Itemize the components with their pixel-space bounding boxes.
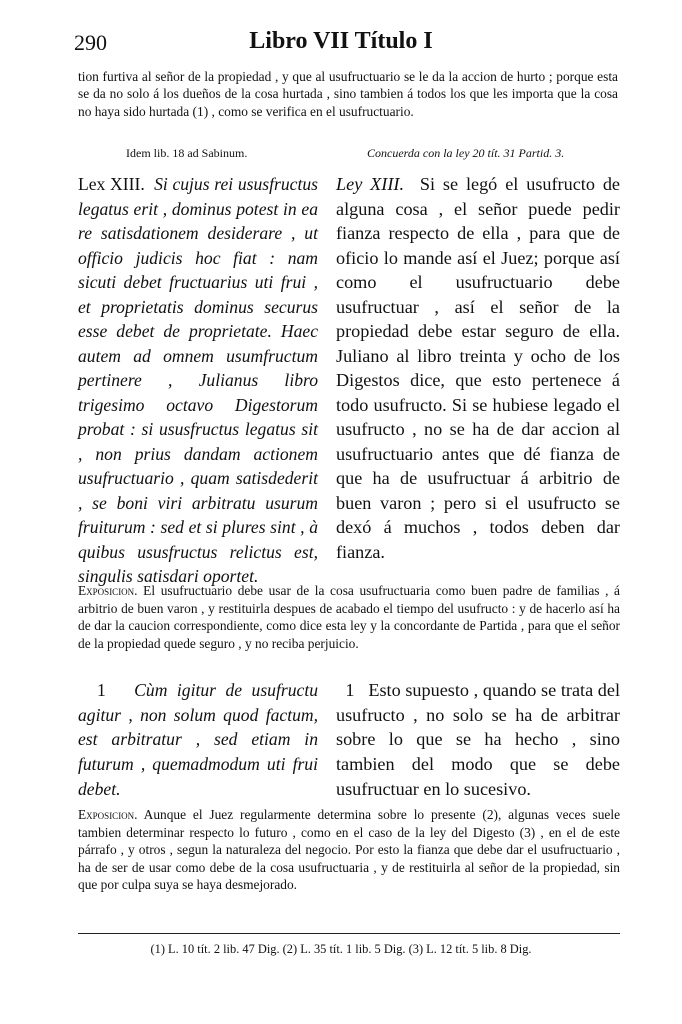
- latin-source-citation: Idem lib. 18 ad Sabinum.: [126, 146, 248, 160]
- exposition-1-body: El usufructuario debe usar de la cosa usufructuaria como buen padre de familias , á arbitrio de buen varon , y restituirla despues de acabado el tiempo del usufructo : y de hacerlo así ha de dar la caucion correspondiente, como dice esta ley y la concordante de Partida , para que el señor de la propiedad quede seguro , y no reciba perjuicio.: [78, 583, 620, 651]
- latin-text-lex-13: [78, 172, 318, 589]
- latin-text-paragraph-1: [78, 678, 318, 802]
- exposition-1: [78, 582, 620, 652]
- spanish-ley-label: Ley XIII.: [336, 174, 404, 194]
- spanish-text-paragraph-1: [336, 678, 620, 802]
- spanish-ley-body: Si se legó el usufructo de alguna cosa , el señor puede pedir fianza respecto de ella , para que de oficio lo mande así el Juez; porque así como el usufructuario debe usufructuar , así el señor de la propiedad debe estar seguro de ella. Juliano al libro treinta y ocho de los Digestos dice, que esto pertenece á todo usufructo. Si se hubiese legado el usufructo , no se ha de dar accion al usufructuario antes que dé fianza de que ha de usufructuar á arbitrio de buen varon ; pero si el usufructo se dexó á muchos , todos deben dar fianza.: [336, 174, 620, 562]
- footnote-rule: [78, 933, 620, 934]
- spanish-text-ley-13: [336, 172, 620, 564]
- latin-paragraph-number: 1: [96, 680, 106, 700]
- footnotes: (1) L. 10 tít. 2 lib. 47 Dig. (2) L. 35 tít. 1 lib. 5 Dig. (3) L. 12 tít. 5 lib. 8 Dig.: [150, 942, 532, 956]
- exposition-2-label: Exposicion.: [78, 807, 138, 822]
- spanish-paragraph-number: 1: [345, 680, 355, 700]
- exposition-2: [78, 806, 620, 894]
- latin-lex-label: Lex XIII.: [78, 174, 145, 194]
- exposition-1-label: Exposicion.: [78, 583, 138, 598]
- page-number: 290: [74, 30, 107, 55]
- latin-lex-body: Si cujus rei ususfructus legatus erit , dominus potest in ea re satisdationem desiderare , ut officio judicis hoc fiat : nam sicuti debet fructuarius uti frui , et proprietatis dominus securus esse debet de proprietate. Haec autem ad omnem usumfructum pertinere , Julianus libro trigesimo octavo Digestorum probat : si ususfructus legatus sit , non prius dandam actionem usufructuario , quam satisdederit , se boni viri arbitratu usurum fruiturum : sed et si plures sint , à quibus ususfructus relictus est, singulis satisdari oportet.: [78, 174, 318, 586]
- latin-paragraph-body: Cùm igitur de usufructu agitur , non solum quod factum, est arbitratur , sed etiam in futurum , quemadmodum uti frui debet.: [78, 680, 318, 799]
- running-title: Libro VII Título I: [249, 28, 433, 54]
- concordance-citation: Concuerda con la ley 20 tít. 31 Partid. 3.: [367, 146, 565, 160]
- exposition-2-body: Aunque el Juez regularmente determina sobre lo presente (2), algunas veces suele tambien determinar respecto lo futuro , como en el caso de la ley del Digesto (3) , en el de este párrafo , y otros , segun la naturaleza del negocio. Por esto la fianza que debe dar el usufructuario , ha de ser de usar como debe de la cosa usufructuaria , y de restituirla al señor de la propiedad, sin que por culpa suya se haya desmejorado.: [78, 807, 621, 893]
- intro-paragraph: tion furtiva al señor de la propiedad , y que al usufructuario se le da la accion de hurto ; porque esta se da no solo á los dueños de la cosa hurtada , sino tambien á todos los que les importa que la cosa no haya sido hurtada (1) , como se verifica en el usufructuario.: [78, 69, 618, 119]
- spanish-paragraph-body: Esto supuesto , quando se trata del usufructo , no solo se ha de arbitrar sobre lo que se ha hecho , sino tambien del modo que se debe usufructuar en lo sucesivo.: [336, 680, 621, 799]
